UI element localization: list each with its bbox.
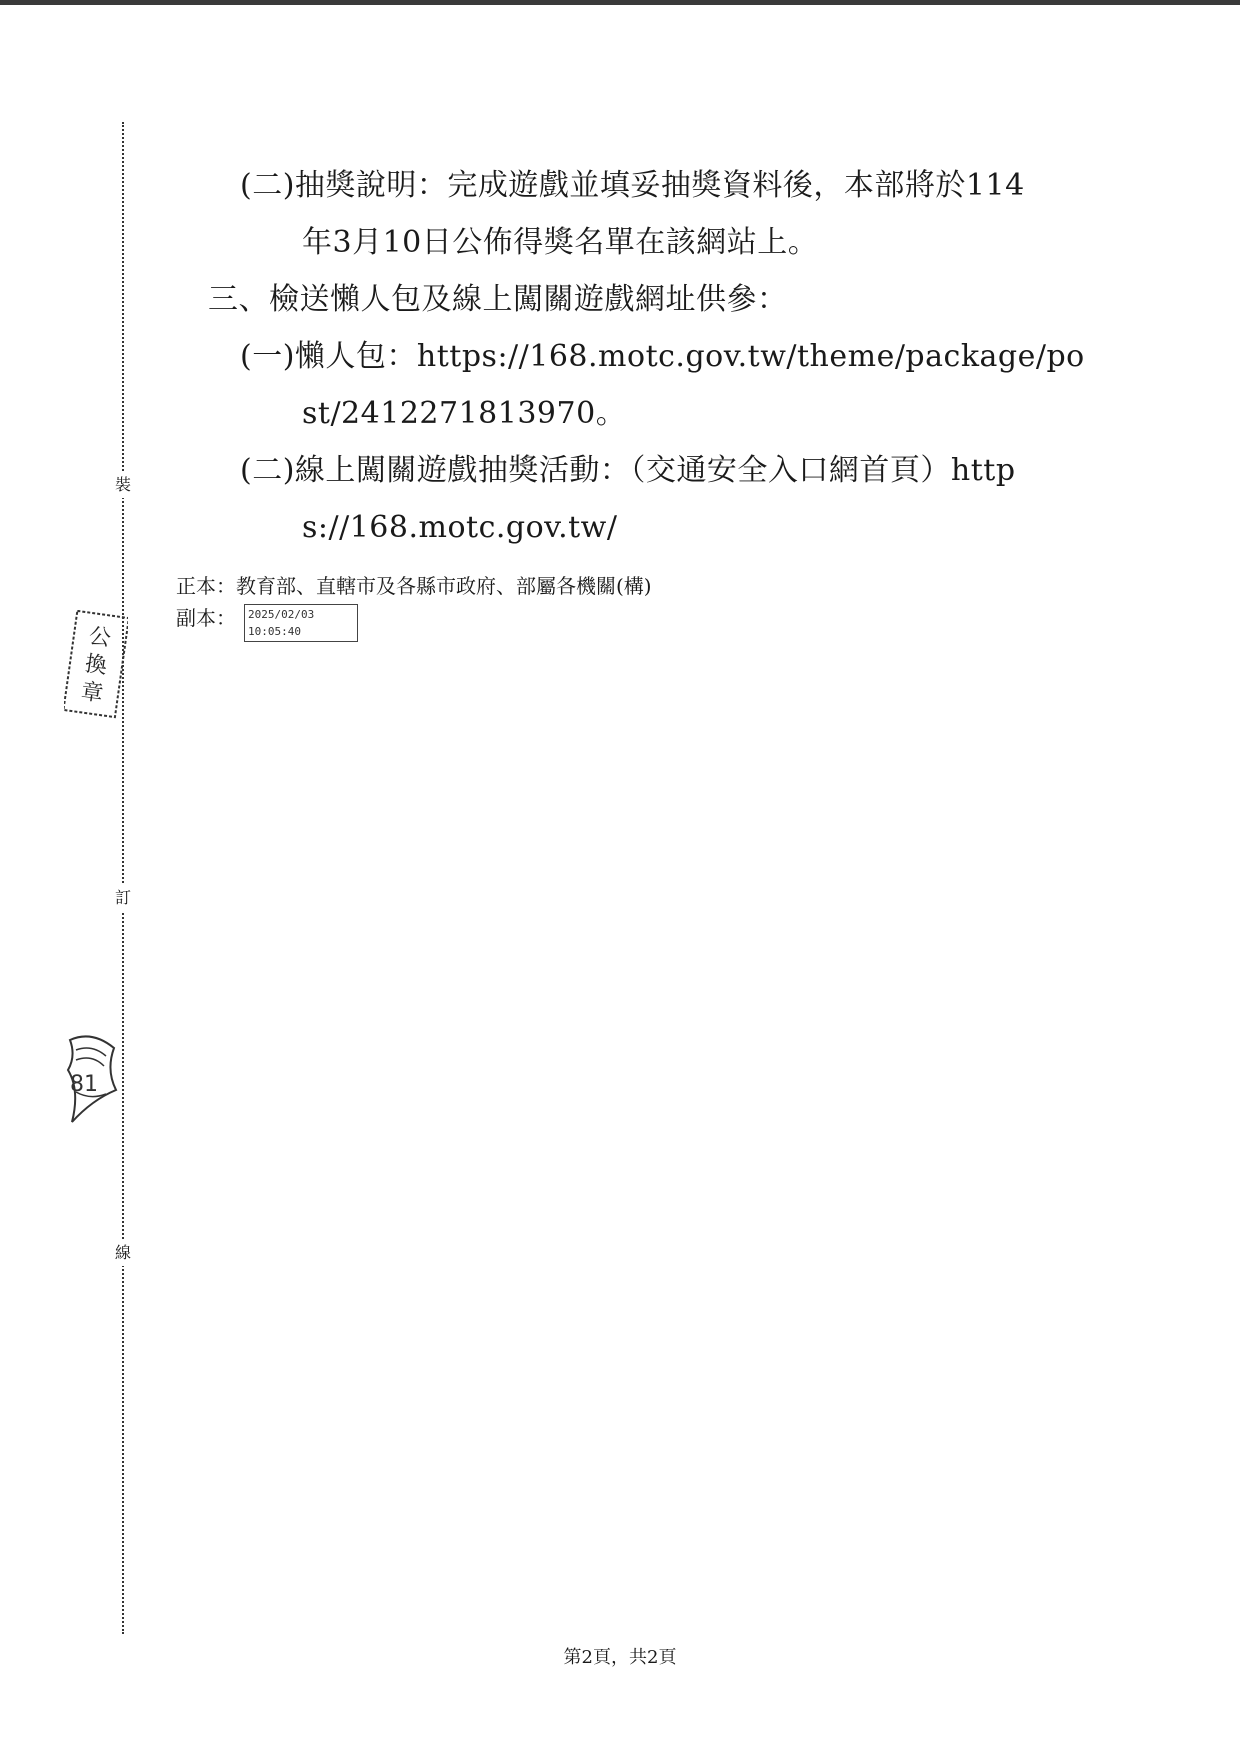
item-3-2-line-2: s://168.motc.gov.tw/ [302,510,618,545]
page-number-mark: 81 [70,1072,98,1097]
exchange-stamp-char-1: 公 [87,623,113,652]
binding-dotted-line [122,122,124,1634]
binding-label-top: 裝 [110,472,136,498]
seal-time: 10:05:40 [248,625,301,638]
electronic-exchange-seal [244,604,358,642]
scan-top-edge [0,0,1240,5]
binding-label-middle: 訂 [110,885,136,911]
exchange-stamp-char-2: 換 [83,651,109,680]
item-2-2-line-2: 年3月10日公佈得獎名單在該網站上。 [302,225,819,260]
copy-label: 副本： [176,606,236,630]
exchange-stamp-char-3: 章 [79,679,105,708]
original-label: 正本： [176,574,236,598]
binding-label-bottom: 線 [110,1240,136,1266]
original-recipients: 教育部、直轄市及各縣市政府、部屬各機關(構) [236,574,652,598]
section-3-heading: 三、檢送懶人包及線上闖關遊戲網址供參： [208,282,788,317]
item-3-1-line-1: (一)懶人包：https://168.motc.gov.tw/theme/package/po [240,339,1085,374]
exchange-stamp [64,610,128,724]
item-3-2-line-1: (二)線上闖關遊戲抽獎活動：（交通安全入口網首頁）http [240,453,1016,488]
page-footer: 第2頁，共2頁 [563,1647,677,1668]
item-2-2-line-1: (二)抽獎說明：完成遊戲並填妥抽獎資料後，本部將於114 [240,168,1025,203]
seal-date: 2025/02/03 [248,608,315,621]
item-3-1-line-2: st/2412271813970。 [302,396,627,431]
copy-recipients-line [176,605,236,631]
original-recipients-line [176,573,652,599]
